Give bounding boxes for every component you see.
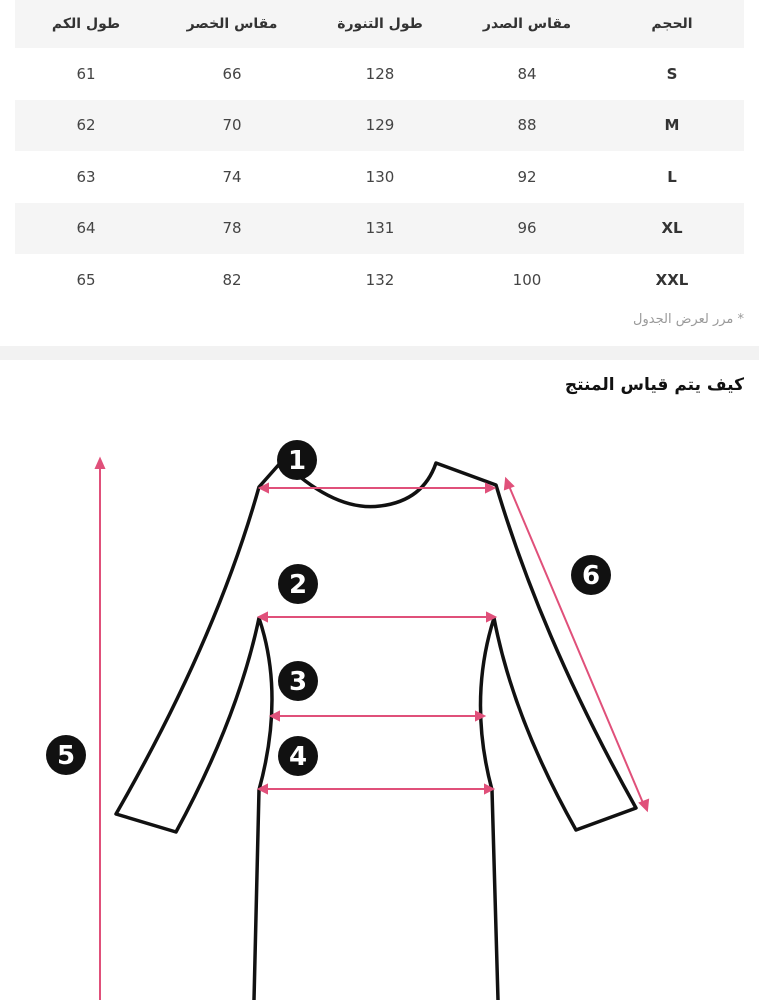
cell-size: XL: [661, 219, 683, 238]
cell-chest: 84: [517, 64, 537, 83]
header-sleeve-length: طول الكم: [51, 16, 121, 32]
sleeve-measure-line: [509, 486, 643, 803]
cell-chest: 96: [517, 219, 537, 238]
measurement-lines: [96, 459, 648, 1000]
section-title: كيف يتم قياس المنتج: [564, 375, 744, 395]
cell-sleeve-length: 63: [76, 167, 96, 186]
cell-skirt-length: 128: [365, 64, 395, 83]
table-row: [15, 151, 744, 203]
cell-sleeve-length: 62: [76, 116, 96, 135]
header-chest: مقاس الصدر: [482, 16, 572, 32]
cell-chest: 88: [517, 116, 537, 135]
cell-waist: 74: [222, 167, 242, 186]
header-skirt-length: طول التنورة: [337, 16, 423, 32]
svg-text:4: 4: [288, 742, 308, 772]
cell-waist: 66: [222, 64, 242, 83]
cell-sleeve-length: 61: [76, 64, 96, 83]
cell-sleeve-length: 65: [76, 270, 96, 289]
cell-waist: 70: [222, 116, 242, 135]
marker-2-icon: [278, 564, 318, 604]
dress-measurement-diagram: [0, 420, 759, 1000]
cell-size: M: [664, 116, 680, 135]
table-row: [15, 48, 744, 100]
cell-sleeve-length: 64: [76, 219, 96, 238]
cell-size: XXL: [655, 270, 689, 289]
svg-text:3: 3: [288, 667, 308, 697]
marker-4-icon: [278, 736, 318, 776]
marker-6-icon: [571, 555, 611, 595]
svg-text:2: 2: [288, 570, 308, 600]
dress-left-side: [116, 461, 282, 1000]
cell-waist: 78: [222, 219, 242, 238]
cell-size: L: [667, 167, 677, 186]
header-size: الحجم: [651, 16, 693, 32]
cell-skirt-length: 129: [365, 116, 395, 135]
svg-text:1: 1: [287, 446, 307, 476]
cell-size: S: [666, 64, 678, 83]
dress-right-side: [282, 461, 636, 1000]
cell-skirt-length: 131: [365, 219, 395, 238]
size-chart-table: [15, 0, 744, 306]
marker-5-icon: [46, 735, 86, 775]
cell-chest: 100: [512, 270, 542, 289]
table-row: [15, 203, 744, 255]
cell-waist: 82: [222, 270, 242, 289]
scroll-hint: * مرر لعرض الجدول: [633, 312, 744, 327]
cell-skirt-length: 130: [365, 167, 395, 186]
table-row: [15, 254, 744, 306]
marker-1-icon: [277, 440, 317, 480]
header-waist: مقاس الخصر: [186, 16, 278, 32]
cell-chest: 92: [517, 167, 537, 186]
svg-text:6: 6: [581, 561, 601, 591]
table-header-row: [15, 0, 744, 48]
section-divider: [0, 346, 759, 360]
cell-skirt-length: 132: [365, 270, 395, 289]
table-row: [15, 100, 744, 152]
svg-text:5: 5: [56, 741, 76, 771]
dress-outline: [116, 461, 636, 1000]
marker-3-icon: [278, 661, 318, 701]
